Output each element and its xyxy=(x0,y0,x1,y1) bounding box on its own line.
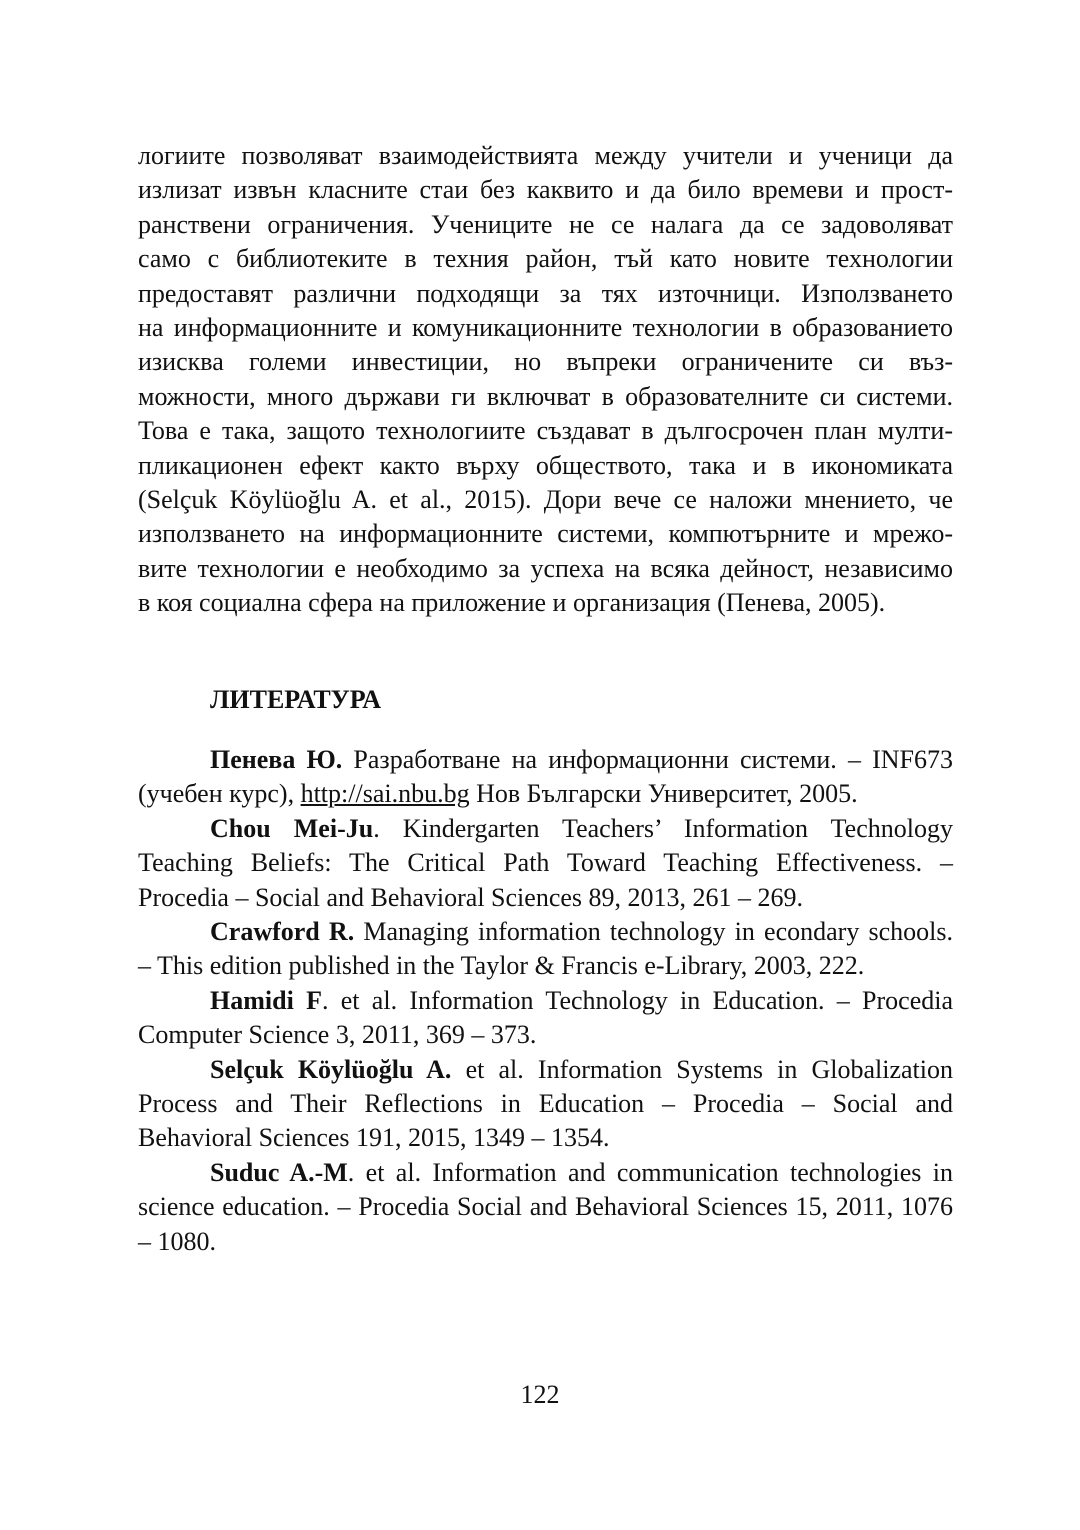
reference-author: Chou Mei-Ju xyxy=(210,813,374,843)
body-paragraph xyxy=(138,139,953,620)
reference-item xyxy=(138,743,953,812)
reference-text: Managing information technology in econdary schools. – This edition published in the Taylor & Francis e-Library, 2003, 222. xyxy=(138,916,954,981)
page-content xyxy=(138,139,953,1259)
reference-text: . et al. Information and communication technologies in science education. – Procedia Social and Behavioral Sciences 15, 2011, 1076 – 1080. xyxy=(138,1157,954,1256)
reference-item xyxy=(138,1156,953,1259)
paragraph-line: изисква големи инвестиции, но въпреки ограничените си въз- xyxy=(138,347,953,377)
bibliography-heading: ЛИТЕРАТУРА xyxy=(210,685,382,715)
paragraph-line: на информационните и комуникационните технологии в образованието xyxy=(138,312,953,342)
reference-author: Пенева Ю. xyxy=(210,744,343,774)
reference-url: http://sai.nbu.bg xyxy=(300,779,470,809)
reference-text: Разработване на информационни системи. – INF673 (учебен курс), xyxy=(138,744,953,809)
paragraph-line: излизат извън класните стаи без каквито и да било времеви и прост- xyxy=(138,175,953,205)
page-number: 122 xyxy=(520,1380,560,1409)
reference-text: Нов Български Университет, 2005. xyxy=(469,779,858,809)
reference-item xyxy=(138,984,953,1053)
paragraph-line: в коя социална сфера на приложение и организация (Пенева, 2005). xyxy=(138,588,886,618)
reference-list xyxy=(138,743,953,1259)
paragraph-line: предоставят различни подходящи за тях източници. Използването xyxy=(138,278,953,308)
paragraph-line: (Selçuk Köylüoğlu A. et al., 2015). Дори вече се наложи мнението, че xyxy=(138,484,953,514)
reference-item xyxy=(138,1053,953,1156)
paragraph-line: можности, много държави ги включват в образователните си системи. xyxy=(138,381,953,411)
paragraph-line: пликационен ефект както върху обществото, така и в икономиката xyxy=(138,450,953,480)
reference-author: Hamidi F xyxy=(210,985,322,1015)
paragraph-line: само с библиотеките в техния район, тъй като новите технологии xyxy=(138,244,953,274)
reference-author: Selçuk Köylüoğlu A. xyxy=(210,1054,452,1084)
paragraph-line: Това е така, защото технологиите създават в дългосрочен план мулти- xyxy=(138,416,953,446)
reference-text: et al. Information Systems in Globalization Process and Their Reflections in Education – Procedia – Social and Behavioral Sciences 191, 2015, 1349 – 1354. xyxy=(138,1054,953,1153)
reference-item xyxy=(138,812,953,915)
reference-text: . et al. Information Technology in Education. – Procedia Computer Science 3, 2011, 369 – 373. xyxy=(138,985,953,1050)
reference-author: Suduc A.-M xyxy=(210,1157,348,1187)
paragraph-line: ранствени ограничения. Учениците не се налага да се задоволяват xyxy=(138,209,953,239)
reference-item xyxy=(138,915,953,984)
reference-author: Crawford R. xyxy=(210,916,355,946)
paragraph-line: вите технологии е необходимо за успеха на всяка дейност, независимо xyxy=(138,553,953,583)
paragraph-line: използването на информационните системи, компютърните и мрежо- xyxy=(138,519,953,549)
reference-text: . Kindergarten Teachers’ Information Technology Teaching Beliefs: The Critical Path Toward Teaching Effectiveness. – Procedia – Social and Behavioral Sciences 89, 2013, 261 – 269. xyxy=(138,813,953,912)
paragraph-line: логиите позволяват взаимодействията между учители и ученици да xyxy=(138,141,953,170)
